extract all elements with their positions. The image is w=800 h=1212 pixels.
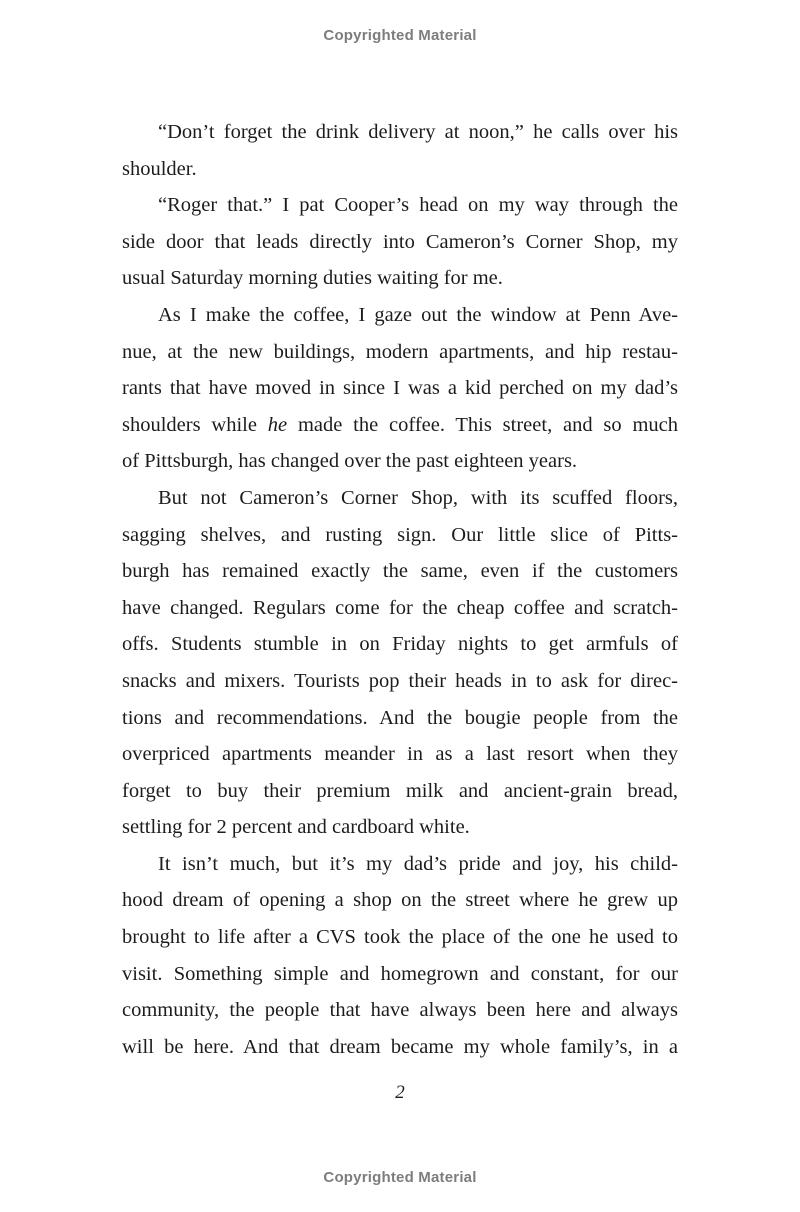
text-line: nue, at the new buildings, modern apartments, and hip restau- (122, 340, 678, 363)
text-line: visit. Something simple and homegrown and constant, for our (122, 962, 678, 985)
text-line: As I make the coffee, I gaze out the window at Penn Ave- (158, 303, 678, 326)
text-line: side door that leads directly into Cameron’s Corner Shop, my (122, 230, 678, 253)
paragraph (122, 297, 678, 480)
text-run: made the coffee. This street, and so much (287, 413, 679, 436)
copyright-watermark-bottom: Copyrighted Material (323, 1169, 477, 1186)
paragraph (122, 187, 678, 297)
text-line: overpriced apartments meander in as a last resort when they (122, 743, 678, 766)
text-line: “Don’t forget the drink delivery at noon,” he calls over his (158, 121, 678, 143)
text-line (122, 407, 678, 444)
text-line: offs. Students stumble in on Friday nights to get armfuls of (122, 633, 678, 656)
text-line: community, the people that have always been here and always (122, 999, 678, 1022)
text-line: “Roger that.” I pat Cooper’s head on my way through the (158, 194, 678, 217)
text-line: sagging shelves, and rusting sign. Our little slice of Pitts- (122, 523, 678, 546)
text-line: shoulder. (122, 157, 197, 180)
text-line: forget to buy their premium milk and ancient-grain bread, (122, 779, 678, 802)
text-run: shoulders while (122, 413, 268, 436)
text-line: burgh has remained exactly the same, even if the customers (122, 560, 678, 583)
page-body (122, 114, 678, 1065)
text-line: usual Saturday morning duties waiting for me. (122, 267, 503, 290)
text-line: rants that have moved in since I was a kid perched on my dad’s (122, 377, 678, 400)
text-line: will be here. And that dream became my whole family’s, in a (122, 1035, 678, 1058)
page-number: 2 (395, 1082, 405, 1103)
text-line: hood dream of opening a shop on the street where he grew up (122, 889, 678, 912)
text-line: tions and recommendations. And the bougie people from the (122, 706, 678, 729)
copyright-watermark-top: Copyrighted Material (323, 27, 477, 44)
text-line: brought to life after a CVS took the place of the one he used to (122, 926, 678, 949)
text-line: snacks and mixers. Tourists pop their heads in to ask for direc- (122, 669, 678, 692)
text-line: settling for 2 percent and cardboard white. (122, 816, 470, 839)
text-line: But not Cameron’s Corner Shop, with its scuffed floors, (158, 486, 678, 509)
text-line: It isn’t much, but it’s my dad’s pride and joy, his child- (158, 852, 678, 875)
paragraph (122, 114, 678, 187)
paragraph (122, 480, 678, 846)
text-line: have changed. Regulars come for the cheap coffee and scratch- (122, 596, 678, 619)
paragraph (122, 846, 678, 1066)
italic-emphasis: he (267, 413, 288, 436)
text-line: of Pittsburgh, has changed over the past eighteen years. (122, 450, 578, 473)
